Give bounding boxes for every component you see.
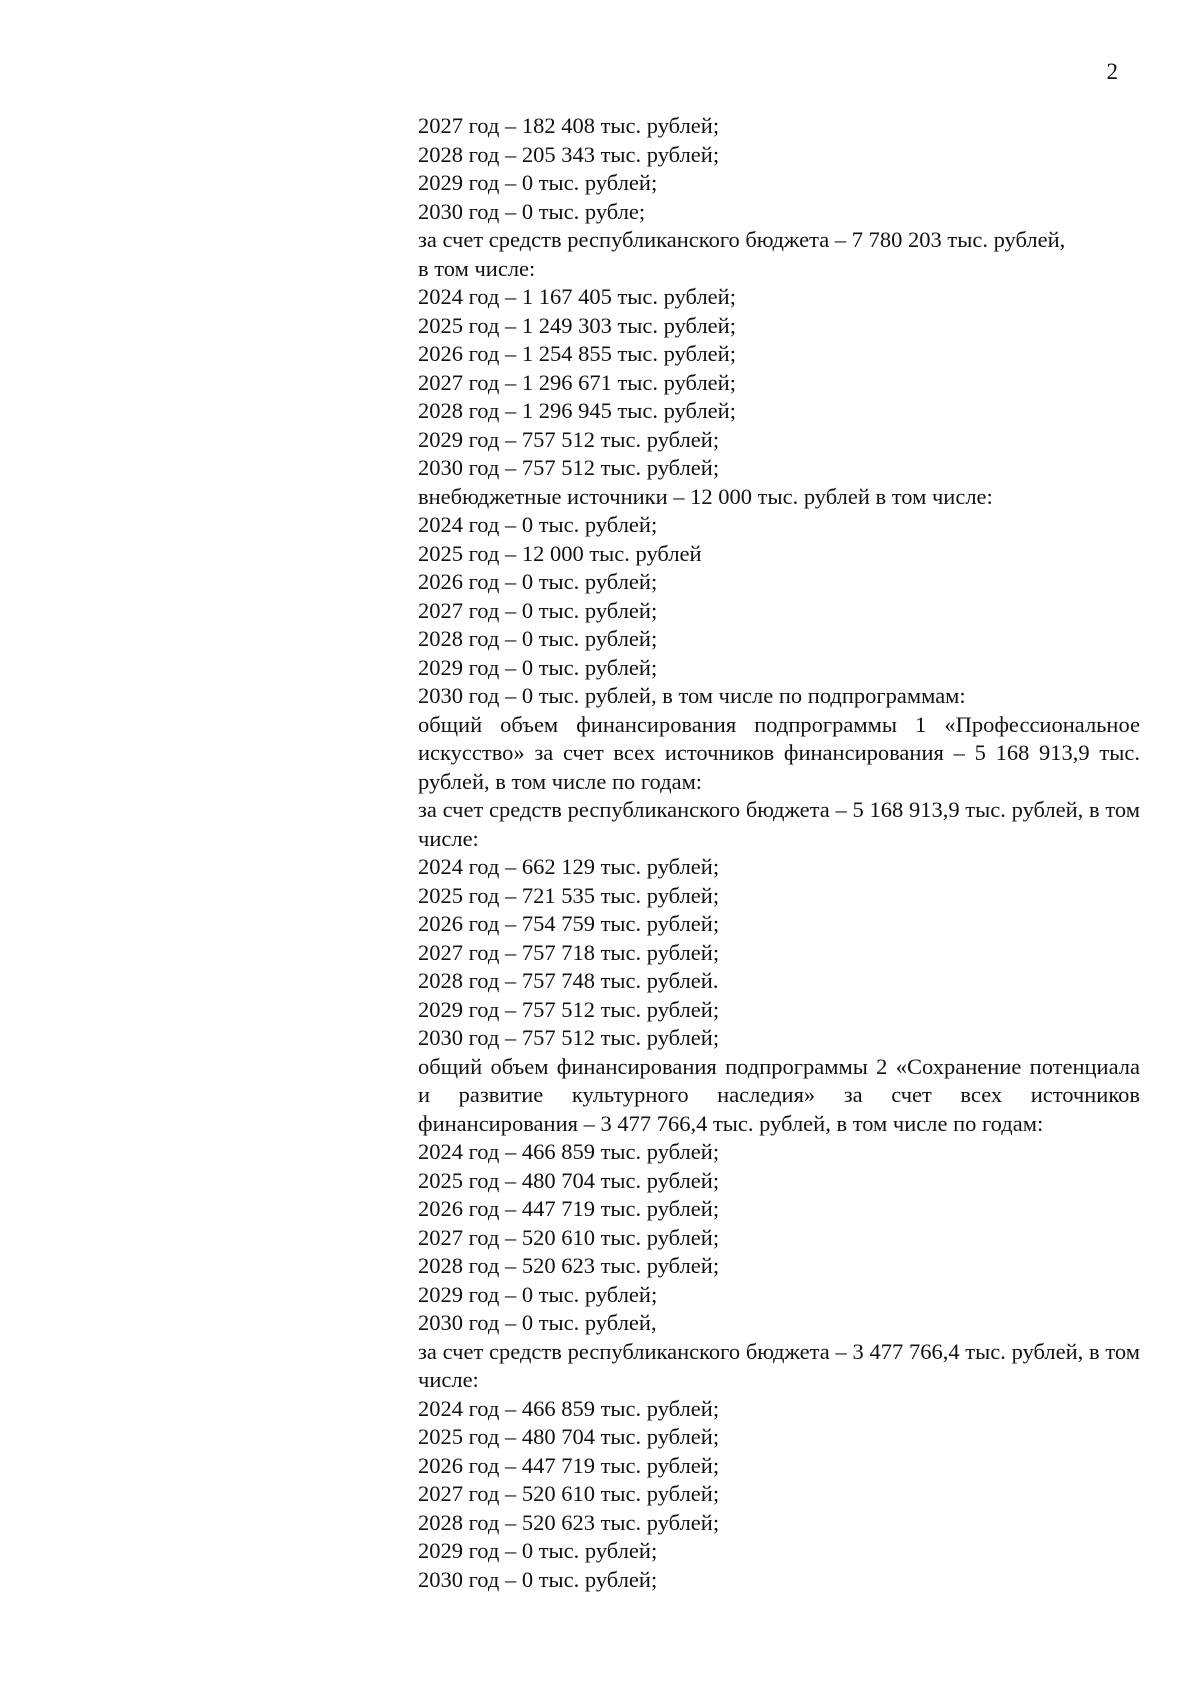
text-line: 2024 год – 466 859 тыс. рублей; [418, 1395, 720, 1421]
text-line: 2025 год – 1 249 303 тыс. рублей; [418, 312, 736, 338]
text-line: 2024 год – 662 129 тыс. рублей; [418, 854, 720, 879]
text-line: 2029 год – 757 512 тыс. рублей; [418, 426, 720, 452]
text-line: 2027 год – 757 718 тыс. рублей; [418, 939, 720, 965]
text-line: 2026 год – 754 759 тыс. рублей; [418, 911, 720, 936]
text-line: 2029 год – 0 тыс. рублей; [418, 1538, 658, 1563]
text-line: 2026 год – 1 254 855 тыс. рублей; [418, 341, 736, 366]
text-line: 2028 год – 1 296 945 тыс. рублей; [418, 398, 736, 423]
text-line: 2030 год – 0 тыс. рублей, в том числе по подпрограммам: [418, 683, 966, 708]
text-line: 2029 год – 0 тыс. рублей; [418, 170, 658, 195]
text-line: в том числе: [418, 255, 536, 281]
text-line: 2027 год – 520 610 тыс. рублей; [418, 1224, 720, 1250]
text-line: 2026 год – 447 719 тыс. рублей; [418, 1452, 720, 1478]
text-line: 2024 год – 1 167 405 тыс. рублей; [418, 284, 736, 309]
text-line: 2027 год – 1 296 671 тыс. рублей; [418, 369, 736, 395]
paragraph-subprogram-2-budget: за счет средств республиканского бюджета – 3 477 766,4 тыс. рублей, в том числе: [418, 1338, 1140, 1392]
document-body [418, 112, 1140, 1594]
text-line: 2028 год – 205 343 тыс. рублей; [418, 141, 720, 167]
text-line: 2030 год – 0 тыс. рубле; [418, 198, 646, 224]
text-line: 2029 год – 757 512 тыс. рублей; [418, 996, 720, 1022]
text-line: 2027 год – 182 408 тыс. рублей; [418, 113, 720, 138]
text-line: 2026 год – 447 719 тыс. рублей; [418, 1196, 720, 1221]
text-line: 2029 год – 0 тыс. рублей; [418, 1281, 658, 1307]
paragraph-subprogram-1-total: общий объем финансирования подпрограммы 1 «Профессиональное искусство» за счет всех источников финансирования – 5 168 913,9 тыс. рублей, в том числе по годам: [418, 711, 1140, 794]
text-line: 2027 год – 520 610 тыс. рублей; [418, 1481, 720, 1506]
text-line: 2025 год – 12 000 тыс. рублей [418, 540, 702, 566]
paragraph-subprogram-2-total: общий объем финансирования подпрограммы 2 «Сохранение потенциала и развитие культурного наследия» за счет всех источников финансирования – 3 477 766,4 тыс. рублей, в том числе по годам: [418, 1053, 1140, 1136]
text-line: 2030 год – 757 512 тыс. рублей; [418, 1025, 720, 1050]
text-line: 2024 год – 466 859 тыс. рублей; [418, 1139, 720, 1164]
page-number: 2 [1106, 59, 1118, 84]
text-line: 2030 год – 0 тыс. рублей; [418, 1566, 658, 1592]
text-line: 2030 год – 757 512 тыс. рублей; [418, 455, 720, 480]
text-line: 2025 год – 480 704 тыс. рублей; [418, 1424, 720, 1449]
paragraph-subprogram-1-budget: за счет средств республиканского бюджета – 5 168 913,9 тыс. рублей, в том числе: [418, 797, 1140, 851]
text-line: 2027 год – 0 тыс. рублей; [418, 597, 658, 623]
text-line: 2025 год – 480 704 тыс. рублей; [418, 1167, 720, 1193]
text-line: 2028 год – 520 623 тыс. рублей; [418, 1253, 720, 1278]
text-line: 2030 год – 0 тыс. рублей, [418, 1310, 657, 1335]
text-line: 2028 год – 520 623 тыс. рублей; [418, 1509, 720, 1535]
text-line: 2026 год – 0 тыс. рублей; [418, 569, 658, 594]
text-line: 2028 год – 0 тыс. рублей; [418, 626, 658, 651]
text-line: за счет средств республиканского бюджета – 7 780 203 тыс. рублей, [418, 227, 1066, 252]
text-line: 2028 год – 757 748 тыс. рублей. [418, 968, 719, 993]
text-line: 2029 год – 0 тыс. рублей; [418, 654, 658, 680]
text-line: 2024 год – 0 тыс. рублей; [418, 512, 658, 537]
text-line: 2025 год – 721 535 тыс. рублей; [418, 882, 720, 908]
text-line: внебюджетные источники – 12 000 тыс. рублей в том числе: [418, 483, 993, 509]
